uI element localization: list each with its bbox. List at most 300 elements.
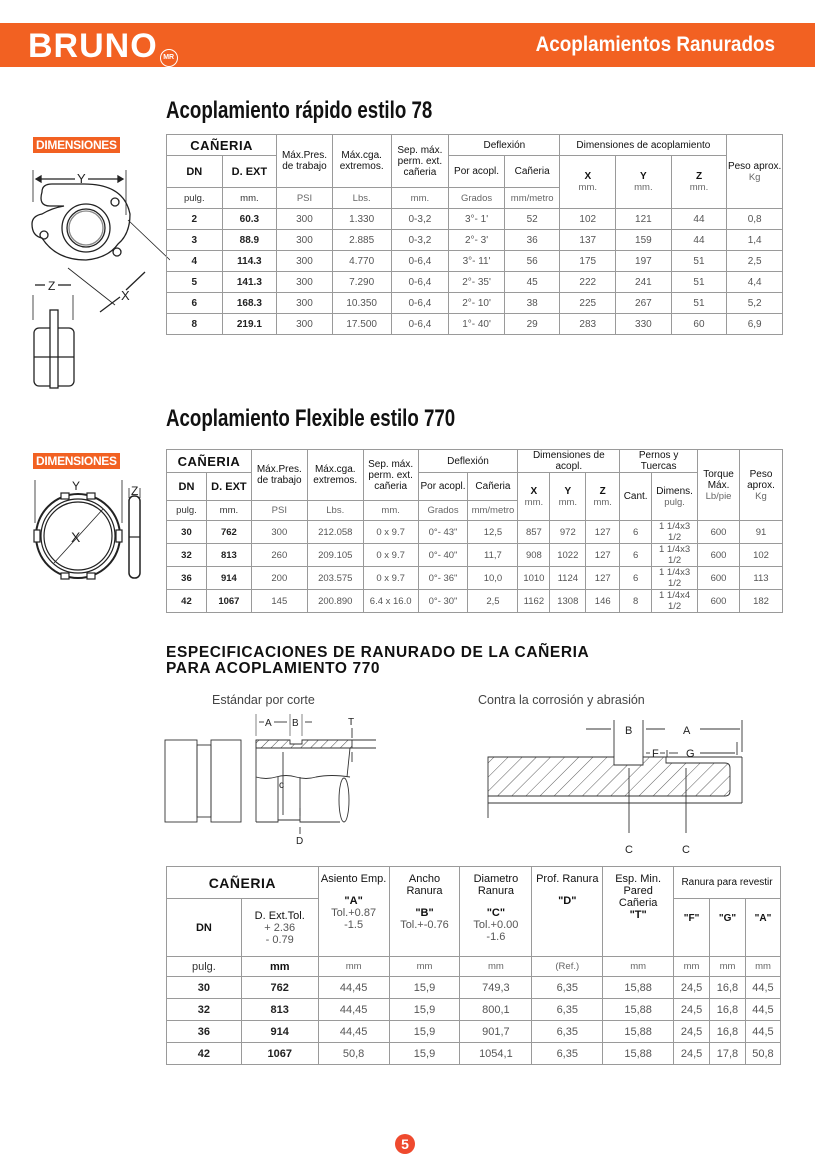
section1-dimensions-badge: DIMENSIONES — [33, 137, 120, 153]
d-title: Prof. Ranura — [536, 873, 599, 885]
b-title: Ancho Ranura — [406, 873, 443, 897]
table-cell: 197 — [616, 251, 672, 272]
table-cell: 15,88 — [603, 1043, 674, 1065]
label-c: c — [279, 780, 284, 791]
table-cell: 0°- 43" — [418, 521, 468, 544]
table-cell: 15,88 — [603, 1021, 674, 1043]
table-cell: 44 — [671, 209, 727, 230]
label-t: T — [348, 717, 355, 728]
table-cell: 10.350 — [332, 293, 391, 314]
table-cell: 914 — [206, 567, 251, 590]
registered-mark-icon: MR — [160, 49, 178, 67]
t-title: Esp. Min. Pared Cañeria — [615, 873, 662, 909]
header-deflexion: Deflexión — [449, 135, 560, 156]
table-cell: 36 — [504, 230, 560, 251]
table-cell: 241 — [616, 272, 672, 293]
table-cell: 972 — [550, 521, 586, 544]
table-cell: 1 1/4x3 1/2 — [652, 544, 698, 567]
unit-caneria: mm/metro — [504, 188, 560, 209]
unit-c: mm — [460, 957, 532, 977]
table-cell: 219.1 — [222, 314, 277, 335]
y-label: Y — [564, 485, 572, 497]
table-cell: 4 — [167, 251, 223, 272]
table-cell: 52 — [504, 209, 560, 230]
header-peso — [739, 450, 782, 521]
table-cell: 3 — [167, 230, 223, 251]
table-cell: 32 — [167, 999, 242, 1021]
unit-caneria: mm/metro — [468, 501, 518, 521]
table-cell: 0°- 40" — [418, 544, 468, 567]
table-cell: 6,35 — [532, 1021, 603, 1043]
unit-dext: mm — [241, 957, 318, 977]
table-cell: 2°- 3' — [449, 230, 505, 251]
table-cell: 1054,1 — [460, 1043, 532, 1065]
section1-title: Acoplamiento rápido estilo 78 — [166, 97, 433, 124]
table-cell: 24,5 — [674, 999, 710, 1021]
unit-sep: mm. — [363, 501, 418, 521]
table-cell: 44,5 — [745, 1021, 780, 1043]
header-title: Acoplamientos Ranurados — [535, 33, 775, 56]
header-z — [671, 156, 727, 209]
z-unit: mm. — [593, 496, 612, 508]
table-cell: 42 — [167, 1043, 242, 1065]
header-caneria-defl: Cañeria — [504, 156, 560, 188]
table-row — [167, 293, 783, 314]
torque-label: Torque Máx. — [703, 468, 734, 491]
table-cell: 30 — [167, 521, 207, 544]
header-por-acopl: Por acopl. — [449, 156, 505, 188]
unit-g: mm — [710, 957, 746, 977]
section3-title — [166, 645, 589, 677]
header-d — [532, 867, 603, 957]
table-cell: 36 — [167, 567, 207, 590]
table-cell: 200.890 — [307, 590, 363, 613]
table-cell: 56 — [504, 251, 560, 272]
header-a2: "A" — [745, 899, 780, 957]
header-f: "F" — [674, 899, 710, 957]
table-cell: 1.330 — [332, 209, 391, 230]
header-y — [550, 473, 586, 521]
x-label: X — [530, 485, 538, 497]
table-cell: 127 — [586, 567, 620, 590]
b-code: "B" — [415, 907, 434, 919]
caption-standard-cut: Estándar por corte — [212, 693, 315, 707]
table-cell: 2,5 — [727, 251, 783, 272]
table-cell: 24,5 — [674, 1021, 710, 1043]
section3-table — [166, 866, 781, 1065]
unit-cga: Lbs. — [307, 501, 363, 521]
table-cell: 762 — [206, 521, 251, 544]
table-cell: 44 — [671, 230, 727, 251]
table-row — [167, 544, 783, 567]
table-row — [167, 314, 783, 335]
label-b: B — [625, 725, 633, 737]
d-code: "D" — [558, 895, 577, 907]
table-cell: 300 — [277, 293, 333, 314]
unit-dn: pulg. — [167, 957, 242, 977]
caption-corrosion: Contra la corrosión y abrasión — [478, 693, 645, 707]
table-cell: 16,8 — [710, 999, 746, 1021]
coupling-770-diagram — [25, 478, 160, 588]
c-tol1: Tol.+0.00 — [473, 919, 519, 931]
peso-unit: Kg — [748, 171, 761, 183]
unit-d: (Ref.) — [532, 957, 603, 977]
table-cell: 15,9 — [389, 999, 460, 1021]
label-z: Z — [131, 484, 139, 498]
a-tol2: -1.5 — [344, 919, 364, 931]
unit-por-acopl: Grados — [449, 188, 505, 209]
table-cell: 0-3,2 — [391, 230, 449, 251]
unit-pres: PSI — [251, 501, 307, 521]
table-cell: 2.885 — [332, 230, 391, 251]
table-cell: 15,88 — [603, 999, 674, 1021]
header-torque — [698, 450, 740, 521]
table-cell: 44,5 — [745, 999, 780, 1021]
header-peso — [727, 135, 783, 209]
section2-table — [166, 449, 783, 613]
table-cell: 114.3 — [222, 251, 277, 272]
table-cell: 175 — [560, 251, 616, 272]
table-cell: 6 — [620, 567, 652, 590]
table-cell: 15,9 — [389, 1021, 460, 1043]
table-cell: 2°- 10' — [449, 293, 505, 314]
table-cell: 42 — [167, 590, 207, 613]
table-cell: 2°- 35' — [449, 272, 505, 293]
table-cell: 901,7 — [460, 1021, 532, 1043]
table-cell: 3°- 11' — [449, 251, 505, 272]
unit-f: mm — [674, 957, 710, 977]
table-cell: 141.3 — [222, 272, 277, 293]
z-label: Z — [599, 485, 606, 497]
table-cell: 15,9 — [389, 1043, 460, 1065]
table-cell: 91 — [739, 521, 782, 544]
header-pernos: Pernos y Tuercas — [620, 450, 698, 473]
header-dimens — [652, 473, 698, 521]
table-cell: 6,9 — [727, 314, 783, 335]
table-cell: 1308 — [550, 590, 586, 613]
header-caneria-defl: Cañeria — [468, 473, 518, 501]
corrosion-groove-diagram — [460, 720, 760, 860]
table-cell: 2,5 — [468, 590, 518, 613]
x-label: X — [584, 171, 592, 182]
table-row — [167, 251, 783, 272]
table-cell: 0-6,4 — [391, 293, 449, 314]
table-cell: 16,8 — [710, 1021, 746, 1043]
c-tol2: -1.6 — [486, 931, 506, 943]
coupling-78-diagram — [20, 160, 170, 390]
unit-cga: Lbs. — [332, 188, 391, 209]
label-x: X — [71, 529, 81, 545]
table-cell: 6.4 x 16.0 — [363, 590, 418, 613]
dimens-label: Dimens. — [656, 485, 693, 497]
unit-dext: mm. — [222, 188, 277, 209]
table-cell: 5,2 — [727, 293, 783, 314]
unit-sep: mm. — [391, 188, 449, 209]
table-cell: 159 — [616, 230, 672, 251]
header-b — [389, 867, 460, 957]
table-cell: 330 — [616, 314, 672, 335]
table-cell: 1067 — [206, 590, 251, 613]
table-cell: 11,7 — [468, 544, 518, 567]
header-deflexion: Deflexión — [418, 450, 518, 473]
z-label: Z — [695, 171, 703, 182]
header-dn: DN — [167, 473, 207, 501]
table-cell: 813 — [241, 999, 318, 1021]
table-cell: 1 1/4x4 1/2 — [652, 590, 698, 613]
table-cell: 36 — [167, 1021, 242, 1043]
label-y: Y — [77, 171, 86, 186]
table-cell: 32 — [167, 544, 207, 567]
table-cell: 24,5 — [674, 977, 710, 999]
table-cell: 0 x 9.7 — [363, 567, 418, 590]
unit-dn: pulg. — [167, 501, 207, 521]
table-cell: 857 — [518, 521, 550, 544]
table-cell: 15,9 — [389, 977, 460, 999]
header-dimensiones: Dimensiones de acoplamiento — [560, 135, 727, 156]
table-cell: 137 — [560, 230, 616, 251]
table-cell: 0 x 9.7 — [363, 521, 418, 544]
table-cell: 209.105 — [307, 544, 363, 567]
table-row — [167, 1021, 781, 1043]
table-cell: 50,8 — [318, 1043, 389, 1065]
table-cell: 813 — [206, 544, 251, 567]
unit-t: mm — [603, 957, 674, 977]
table-cell: 0-6,4 — [391, 314, 449, 335]
label-f: F — [652, 748, 659, 760]
brand-name: BRUNO — [28, 27, 158, 65]
header-x — [518, 473, 550, 521]
y-label: Y — [640, 171, 647, 182]
table-cell: 51 — [671, 251, 727, 272]
table-cell: 300 — [277, 251, 333, 272]
label-d: D — [296, 836, 304, 847]
table-cell: 600 — [698, 521, 740, 544]
table-cell: 113 — [739, 567, 782, 590]
section2-title: Acoplamiento Flexible estilo 770 — [166, 405, 456, 432]
table-cell: 16,8 — [710, 977, 746, 999]
table-cell: 146 — [586, 590, 620, 613]
table-cell: 300 — [251, 521, 307, 544]
torque-unit: Lb/pie — [705, 490, 732, 502]
table-cell: 3°- 1' — [449, 209, 505, 230]
table-cell: 0,8 — [727, 209, 783, 230]
table-cell: 44,45 — [318, 977, 389, 999]
dimens-unit: pulg. — [664, 496, 685, 508]
header-cant: Cant. — [620, 473, 652, 521]
table-cell: 145 — [251, 590, 307, 613]
table-cell: 300 — [277, 230, 333, 251]
header-pres: Máx.Pres. de trabajo — [277, 135, 333, 188]
header-sep: Sep. máx. perm. ext. cañeria — [391, 135, 449, 188]
table-cell: 260 — [251, 544, 307, 567]
brand-logo — [28, 27, 178, 67]
c-code: "C" — [486, 907, 506, 919]
dext-title: D. Ext.Tol. — [254, 909, 305, 922]
table-cell: 1124 — [550, 567, 586, 590]
y-unit: mm. — [558, 496, 578, 508]
table-cell: 1067 — [241, 1043, 318, 1065]
header-z — [586, 473, 620, 521]
table-cell: 44,45 — [318, 1021, 389, 1043]
header-caneria: CAÑERIA — [167, 135, 277, 156]
table-cell: 6,35 — [532, 999, 603, 1021]
table-row — [167, 272, 783, 293]
header-a — [318, 867, 389, 957]
table-cell: 182 — [739, 590, 782, 613]
table-row — [167, 521, 783, 544]
table-cell: 600 — [698, 544, 740, 567]
table-cell: 225 — [560, 293, 616, 314]
header-x — [560, 156, 616, 209]
table-cell: 6,35 — [532, 1043, 603, 1065]
y-unit: mm. — [634, 182, 653, 193]
label-c1: C — [625, 844, 633, 856]
table-cell: 300 — [277, 272, 333, 293]
table-cell: 1022 — [550, 544, 586, 567]
table-cell: 24,5 — [674, 1043, 710, 1065]
table-row — [167, 999, 781, 1021]
table-cell: 283 — [560, 314, 616, 335]
unit-b: mm — [389, 957, 460, 977]
label-b: B — [292, 718, 299, 729]
table-cell: 127 — [586, 521, 620, 544]
b-tol: Tol.+-0.76 — [400, 919, 449, 931]
a-title: Asiento Emp. — [320, 873, 387, 885]
table-cell: 1°- 40' — [449, 314, 505, 335]
table-cell: 200 — [251, 567, 307, 590]
header-dimensiones: Dimensiones de acopl. — [518, 450, 620, 473]
header-t — [603, 867, 674, 957]
a-code: "A" — [344, 895, 363, 907]
label-y: Y — [72, 479, 81, 493]
table-cell: 15,88 — [603, 977, 674, 999]
table-row — [167, 1043, 781, 1065]
unit-a2: mm — [745, 957, 780, 977]
table-cell: 45 — [504, 272, 560, 293]
table-cell: 222 — [560, 272, 616, 293]
header-g: "G" — [710, 899, 746, 957]
header-dext — [241, 899, 318, 957]
table-row — [167, 567, 783, 590]
table-cell: 6 — [620, 521, 652, 544]
table-cell: 908 — [518, 544, 550, 567]
label-g: G — [686, 748, 695, 760]
header-cga: Máx.cga. extremos. — [307, 450, 363, 501]
dext-tol2: - 0.79 — [265, 933, 294, 946]
table-cell: 0°- 30" — [418, 590, 468, 613]
unit-dn: pulg. — [167, 188, 223, 209]
header-dext: D. EXT — [222, 156, 277, 188]
table-cell: 6,35 — [532, 977, 603, 999]
table-cell: 1010 — [518, 567, 550, 590]
table-cell: 102 — [560, 209, 616, 230]
c-title: Diametro Ranura — [473, 873, 519, 897]
table-cell: 44,5 — [745, 977, 780, 999]
table-cell: 762 — [241, 977, 318, 999]
x-unit: mm. — [524, 496, 544, 508]
table-cell: 0-6,4 — [391, 251, 449, 272]
section3-title-line1: ESPECIFICACIONES DE RANURADO DE LA CAÑERIA — [166, 644, 590, 661]
table-cell: 30 — [167, 977, 242, 999]
t-code: "T" — [629, 909, 647, 921]
section2-dimensions-badge: DIMENSIONES — [33, 453, 120, 469]
table-cell: 203.575 — [307, 567, 363, 590]
header-caneria: CAÑERIA — [167, 867, 319, 899]
table-cell: 60.3 — [222, 209, 277, 230]
table-cell: 600 — [698, 567, 740, 590]
table-cell: 300 — [277, 314, 333, 335]
table-cell: 4,4 — [727, 272, 783, 293]
table-cell: 60 — [671, 314, 727, 335]
label-x: X — [121, 288, 130, 303]
table-row — [167, 209, 783, 230]
label-c2: C — [682, 844, 690, 856]
table-cell: 44,45 — [318, 999, 389, 1021]
table-cell: 51 — [671, 293, 727, 314]
label-a: A — [265, 718, 272, 729]
table-cell: 17,8 — [710, 1043, 746, 1065]
header-caneria: CAÑERIA — [167, 450, 252, 473]
table-cell: 17.500 — [332, 314, 391, 335]
table-cell: 127 — [586, 544, 620, 567]
unit-pres: PSI — [277, 188, 333, 209]
page-number: 5 — [395, 1134, 415, 1154]
table-cell: 38 — [504, 293, 560, 314]
header-c — [460, 867, 532, 957]
table-cell: 749,3 — [460, 977, 532, 999]
table-cell: 88.9 — [222, 230, 277, 251]
header-dext: D. EXT — [206, 473, 251, 501]
standard-cut-groove-diagram — [160, 710, 380, 850]
table-cell: 102 — [739, 544, 782, 567]
header-banner — [0, 23, 815, 67]
table-cell: 8 — [167, 314, 223, 335]
table-cell: 8 — [620, 590, 652, 613]
table-cell: 800,1 — [460, 999, 532, 1021]
a-tol1: Tol.+0.87 — [331, 907, 377, 919]
z-unit: mm. — [689, 182, 709, 193]
table-cell: 50,8 — [745, 1043, 780, 1065]
table-cell: 6 — [620, 544, 652, 567]
table-row — [167, 230, 783, 251]
table-cell: 0°- 36" — [418, 567, 468, 590]
table-cell: 1162 — [518, 590, 550, 613]
header-ranura: Ranura para revestir — [674, 867, 781, 899]
table-cell: 600 — [698, 590, 740, 613]
table-row — [167, 590, 783, 613]
header-por-acopl: Por acopl. — [418, 473, 468, 501]
unit-a: mm — [318, 957, 389, 977]
table-cell: 212.058 — [307, 521, 363, 544]
header-y — [616, 156, 672, 209]
peso-unit: Kg — [755, 490, 767, 502]
header-dn: DN — [167, 156, 223, 188]
header-dn: DN — [167, 899, 242, 957]
label-a: A — [683, 725, 691, 737]
dext-tol1: + 2.36 — [264, 921, 296, 934]
table-cell: 0 x 9.7 — [363, 544, 418, 567]
peso-label: Peso aprox. — [747, 468, 775, 491]
table-cell: 121 — [616, 209, 672, 230]
unit-dext: mm. — [206, 501, 251, 521]
table-cell: 12,5 — [468, 521, 518, 544]
table-cell: 6 — [167, 293, 223, 314]
header-cga: Máx.cga. extremos. — [332, 135, 391, 188]
table-cell: 10,0 — [468, 567, 518, 590]
table-cell: 51 — [671, 272, 727, 293]
table-cell: 2 — [167, 209, 223, 230]
table-cell: 4.770 — [332, 251, 391, 272]
